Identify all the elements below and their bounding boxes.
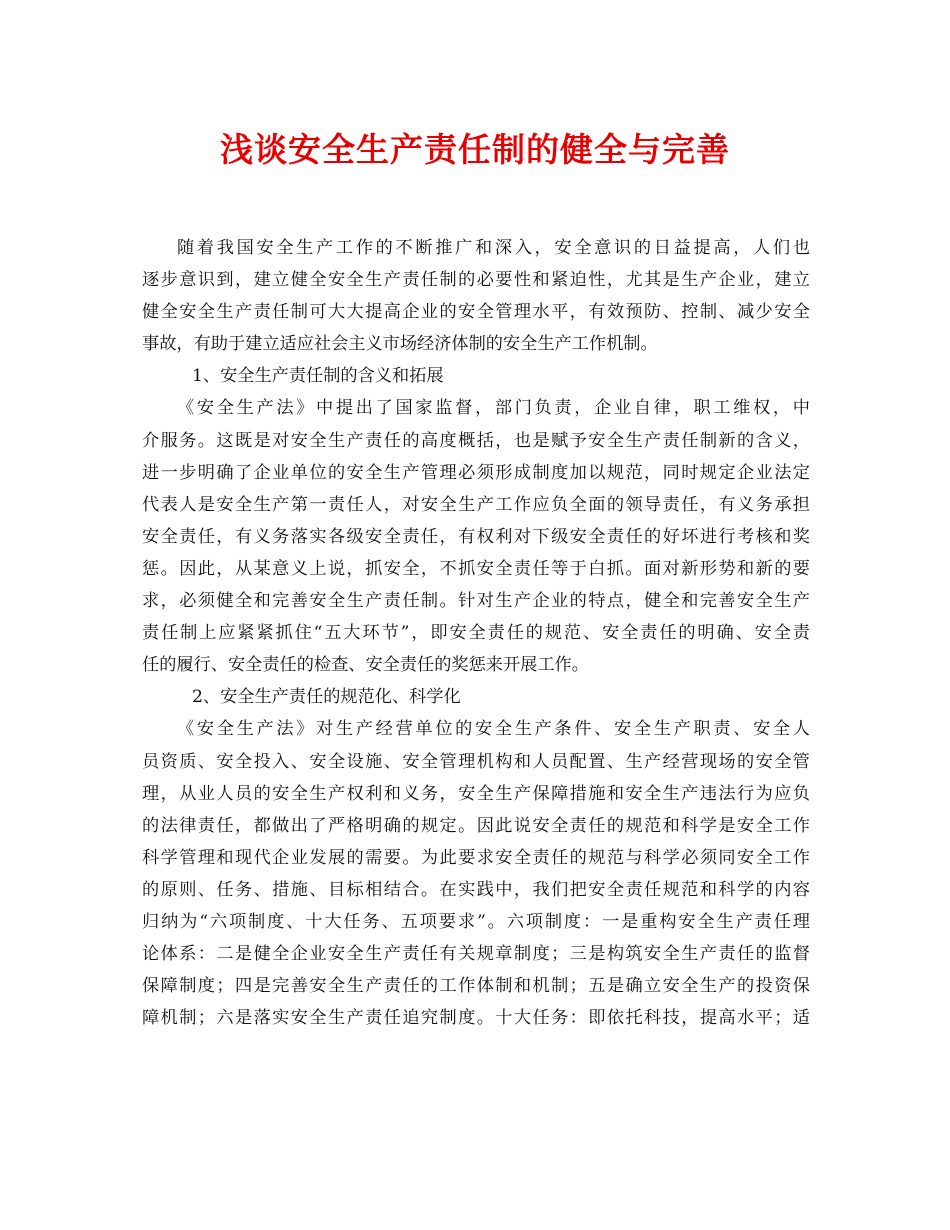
paragraph-line: 逐步意识到，建立健全安全生产责任制的必要性和紧迫性，尤其是生产企业，建立 — [142, 270, 810, 291]
paragraph-line: 论体系：二是健全企业安全生产责任有关规章制度；三是构筑安全生产责任的监督 — [142, 944, 810, 965]
paragraph-line: 介服务。这既是对安全生产责任的高度概括，也是赋予安全生产责任制新的含义， — [142, 430, 810, 451]
document-body — [142, 232, 810, 1034]
paragraph-line: 任的履行、安全责任的检查、安全责任的奖惩来开展工作。 — [142, 655, 589, 676]
paragraph-line: 健全安全生产责任制可大大提高企业的安全管理水平，有效预防、控制、减少安全 — [142, 302, 810, 323]
paragraph-line: 障机制；六是落实安全生产责任追究制度。十大任务：即依托科技，提高水平；适 — [142, 1008, 810, 1029]
paragraph-line: 《安全生产法》中提出了国家监督，部门负责，企业自律，职工维权，中 — [177, 398, 810, 419]
paragraph-line: 进一步明确了企业单位的安全生产管理必须形成制度加以规范，同时规定企业法定 — [142, 462, 810, 483]
paragraph-line: 的原则、任务、措施、目标相结合。在实践中，我们把安全责任规范和科学的内容 — [142, 879, 810, 900]
paragraph-line: 代表人是安全生产第一责任人，对安全生产工作应负全面的领导责任，有义务承担 — [142, 494, 810, 515]
paragraph-line: 保障制度；四是完善安全生产责任的工作体制和机制；五是确立安全生产的投资保 — [142, 976, 810, 997]
paragraph-line: 科学管理和现代企业发展的需要。为此要求安全责任的规范与科学必须同安全工作 — [142, 847, 810, 868]
section-heading-1: 1、安全生产责任制的含义和拓展 — [192, 366, 444, 387]
paragraph-line: 求，必须健全和完善安全生产责任制。针对生产企业的特点，健全和完善安全生产 — [142, 591, 810, 612]
paragraph-line: 事故，有助于建立适应社会主义市场经济体制的安全生产工作机制。 — [142, 334, 658, 355]
paragraph-line: 惩。因此，从某意义上说，抓安全，不抓安全责任等于白抓。面对新形势和新的要 — [142, 558, 810, 579]
paragraph-line: 的法律责任，都做出了严格明确的规定。因此说安全责任的规范和科学是安全工作 — [142, 815, 810, 836]
paragraph-line: 《安全生产法》对生产经营单位的安全生产条件、安全生产职责、安全人 — [177, 719, 810, 740]
paragraph-line: 员资质、安全投入、安全设施、安全管理机构和人员配置、生产经营现场的安全管 — [142, 751, 810, 772]
paragraph-line: 归纳为“六项制度、十大任务、五项要求”。六项制度：一是重构安全生产责任理 — [142, 911, 810, 932]
paragraph-line: 安全责任，有义务落实各级安全责任，有权利对下级安全责任的好坏进行考核和奖 — [142, 526, 810, 547]
paragraph-line: 理，从业人员的安全生产权利和义务，安全生产保障措施和安全生产违法行为应负 — [142, 783, 810, 804]
paragraph-line: 责任制上应紧紧抓住“五大环节”，即安全责任的规范、安全责任的明确、安全责 — [142, 623, 810, 644]
section-heading-2: 2、安全生产责任的规范化、科学化 — [192, 687, 461, 708]
paragraph-line: 随着我国安全生产工作的不断推广和深入，安全意识的日益提高，人们也 — [177, 238, 810, 258]
document-title: 浅谈安全生产责任制的健全与完善 — [220, 130, 730, 169]
